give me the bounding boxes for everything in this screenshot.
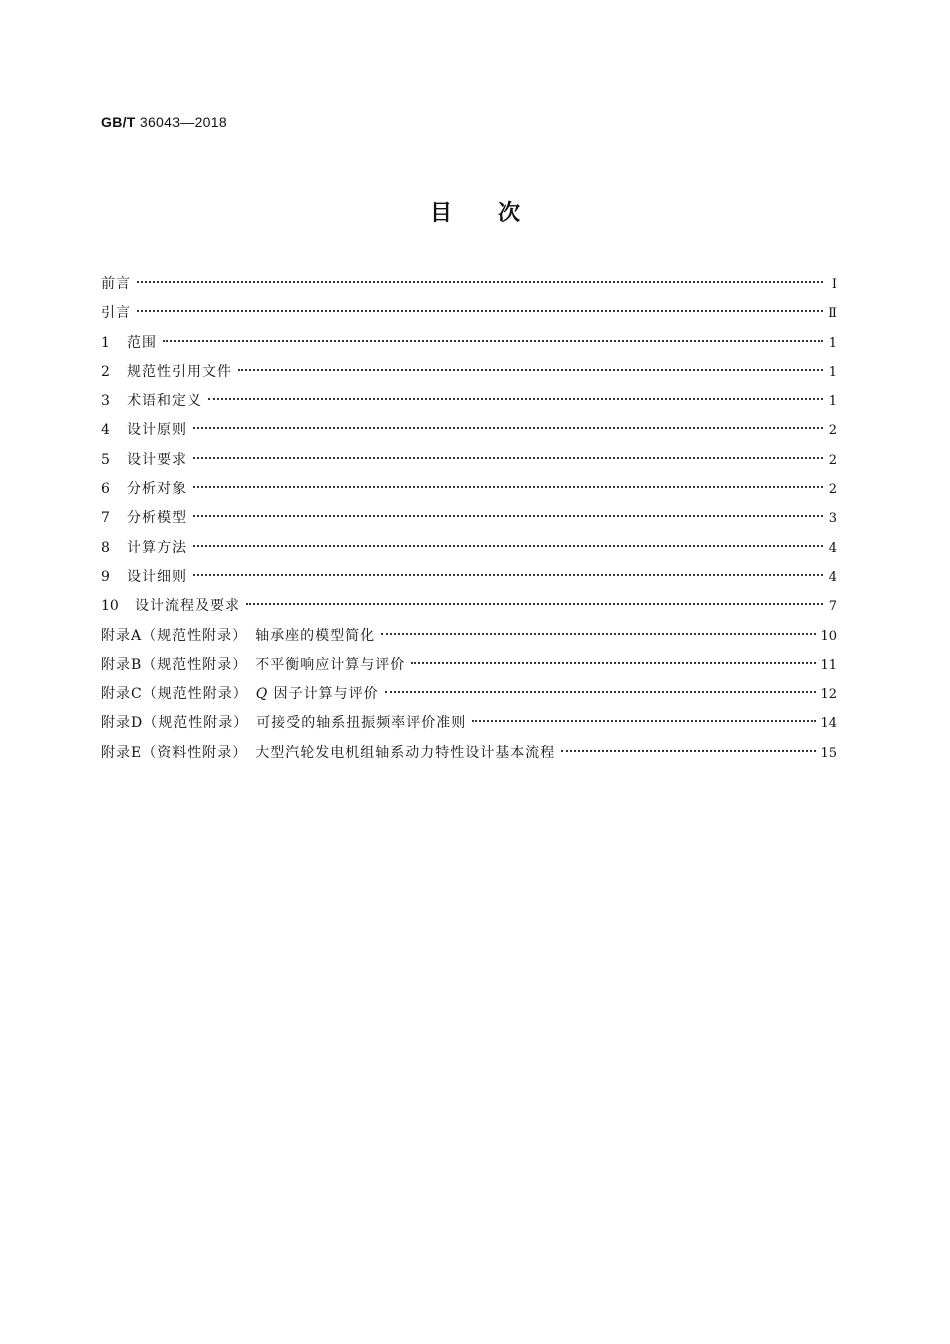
toc-entry-label: 设计流程及要求 [135,598,240,615]
standard-code [101,114,227,130]
toc-entry-6[interactable] [101,477,837,506]
toc-entry-page: 11 [820,657,837,673]
toc-entry-page: 12 [820,687,837,703]
toc-entry-10[interactable] [101,594,837,623]
toc-entry-label: 设计细则 [127,568,187,585]
dot-leader [238,369,823,371]
dot-leader [561,750,816,752]
toc-entry-5[interactable] [101,448,837,477]
toc-entry-number: 6 [101,481,110,498]
page-title: 目次 [429,201,566,226]
toc-entry-label-italic: Q [255,686,269,703]
toc-entry-annex-d[interactable] [101,711,837,740]
toc-entry-3[interactable] [101,389,837,418]
toc-entry-2[interactable] [101,360,837,389]
toc-entry-number: 4 [101,422,110,439]
toc-entry-page: 1 [828,335,837,351]
toc-entry-foreword[interactable] [101,272,837,301]
dot-leader [163,340,823,342]
toc-entry-label: 规范性引用文件 [127,363,232,380]
toc-entry-annex-b[interactable] [101,653,837,682]
toc-entry-page: 10 [820,628,837,644]
dot-leader [193,457,823,459]
toc-entry-1[interactable] [101,331,837,360]
toc-entry-label: 附录E（资料性附录） 大型汽轮发电机组轴系动力特性设计基本流程 [101,744,556,761]
toc-entry-label: 前言 [101,276,131,292]
toc-entry-label: 设计要求 [127,451,187,468]
toc-entry-annex-a[interactable] [101,624,837,653]
toc-entry-number: 9 [101,568,110,585]
toc-entry-label: 附录B（规范性附录） 不平衡响应计算与评价 [101,656,406,673]
toc-entry-page: 14 [820,716,837,732]
toc-entry-4[interactable] [101,418,837,447]
toc-entry-page: 2 [828,452,837,468]
toc-entry-annex-c[interactable] [101,682,837,711]
dot-leader [385,691,817,693]
toc-entry-number: 5 [101,451,110,468]
toc-entry-page: Ⅱ [828,306,837,322]
toc-entry-page: 2 [828,482,837,498]
dot-leader [472,720,816,722]
toc-entry-number: 8 [101,539,110,556]
toc-entry-label: 计算方法 [127,539,187,556]
toc-entry-page: 4 [828,569,837,585]
toc-entry-label-prefix: 附录C（规范性附录） [101,686,256,703]
toc-entry-number: 1 [101,334,110,351]
dot-leader [137,281,823,283]
dot-leader [193,486,823,488]
toc-entry-number: 7 [101,510,110,527]
toc-entry-page: 4 [828,540,837,556]
dot-leader [193,515,823,517]
toc-entry-annex-e[interactable] [101,741,837,770]
toc-entry-page: 1 [828,364,837,380]
toc-entry-page: 15 [820,745,837,761]
dot-leader [246,603,823,605]
dot-leader [193,574,823,576]
dot-leader [193,427,823,429]
toc-entry-page: 7 [828,599,837,615]
toc-entry-label: 附录A（规范性附录） 轴承座的模型简化 [101,627,376,644]
dot-leader [137,310,823,312]
toc-entry-label-suffix: 因子计算与评价 [268,686,379,703]
toc-entry-9[interactable] [101,565,837,594]
dot-leader [208,398,823,400]
toc-entry-label: 设计原则 [127,422,187,439]
toc-entry-page: 1 [828,394,837,410]
toc-entry-7[interactable] [101,506,837,535]
toc-entry-8[interactable] [101,536,837,565]
dot-leader [411,662,816,664]
toc-entry-label: 术语和定义 [127,393,202,410]
toc-entry-label: 分析对象 [127,481,187,498]
toc-entry-number: 2 [101,363,110,380]
standard-number: 36043—2018 [139,114,227,130]
table-of-contents [101,272,837,770]
toc-entry-page: 3 [828,511,837,527]
toc-entry-label: 分析模型 [127,510,187,527]
toc-entry-label: 范围 [127,334,157,351]
dot-leader [381,633,816,635]
toc-entry-number: 10 [101,598,119,615]
toc-entry-label: 引言 [101,305,131,322]
toc-entry-label [101,682,379,706]
toc-entry-label: 附录D（规范性附录） 可接受的轴系扭振频率评价准则 [101,715,467,732]
dot-leader [193,545,823,547]
toc-entry-page: 2 [828,423,837,439]
standard-prefix: GB/T [101,114,136,130]
toc-entry-page: Ⅰ [831,277,837,292]
toc-entry-introduction[interactable] [101,301,837,330]
toc-entry-number: 3 [101,393,110,410]
